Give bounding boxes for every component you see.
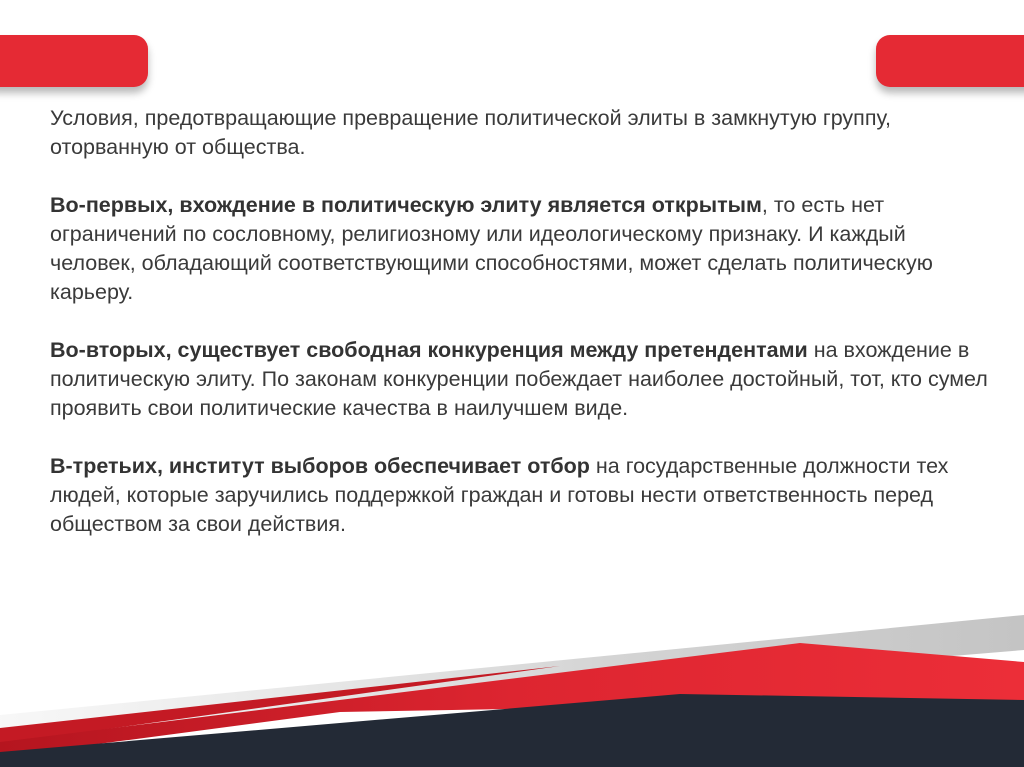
point-second-lead: Во-вторых, существует свободная конкуренция между претендентами [50, 338, 808, 362]
point-first-lead: Во-первых, вхождение в политическую элиту является открытым [50, 193, 762, 217]
point-first-text: , то есть нет ограничений по сословному, религиозному или идеологическому признаку. И каждый человек, обладающий соответствующими способностями, может сделать политическую карьеру. [50, 193, 933, 304]
point-third-lead: В-третьих, институт выборов обеспечивает отбор [50, 454, 590, 478]
point-third-text: на государственные должности тех людей, которые заручились поддержкой граждан и готовы нести ответственность перед обществом за свои действия. [50, 454, 949, 536]
intro-paragraph: Условия, предотвращающие превращение политической элиты в замкнутую группу, оторванную от общества. [50, 106, 892, 159]
point-second-text: на вхождение в политическую элиту. По законам конкуренции побеждает наиболее достойный, тот, кто сумел проявить свои политические качества в наилучшем виде. [50, 338, 988, 420]
